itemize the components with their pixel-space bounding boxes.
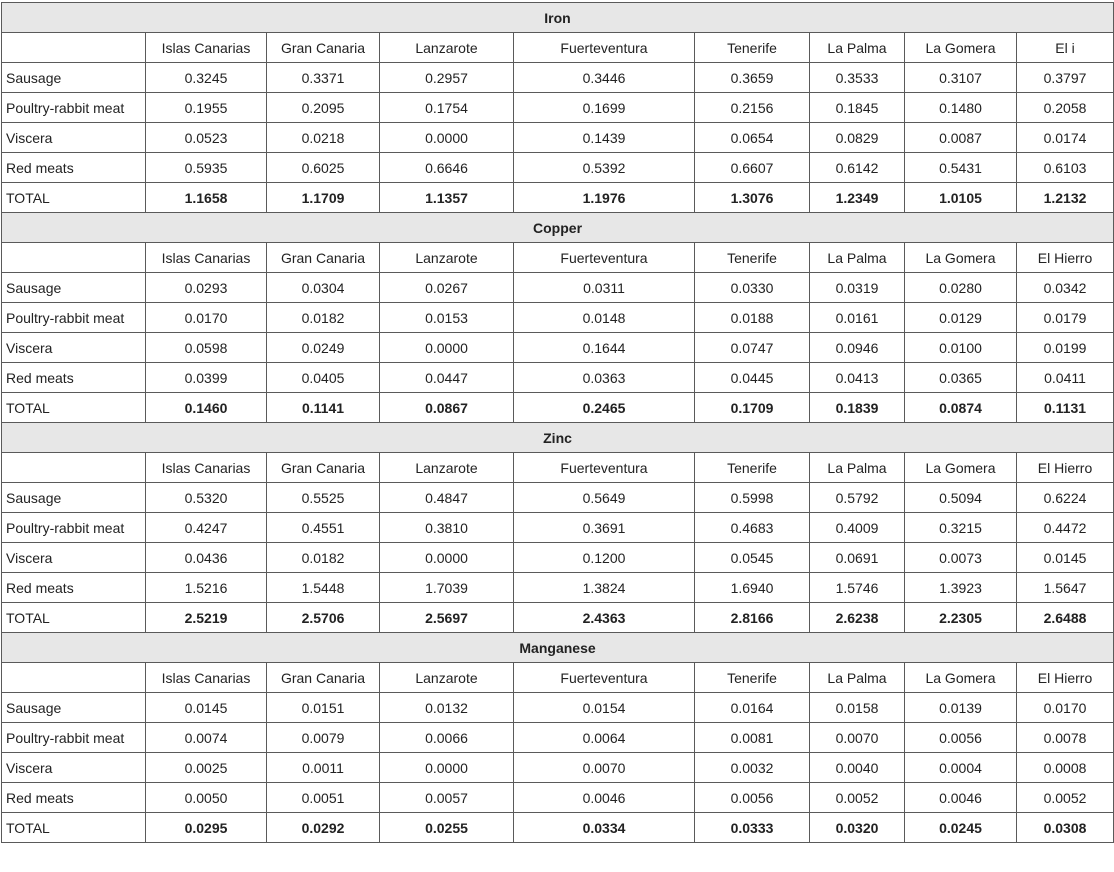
table-row — [2, 723, 1114, 753]
value-cell: 0.0218 — [267, 123, 380, 153]
value-cell: 0.0405 — [267, 363, 380, 393]
value-cell: 0.4551 — [267, 513, 380, 543]
value-cell: 0.6607 — [695, 153, 810, 183]
value-cell: 1.5746 — [810, 573, 905, 603]
value-cell: 0.4683 — [695, 513, 810, 543]
value-cell: 0.0164 — [695, 693, 810, 723]
value-cell: 0.4247 — [146, 513, 267, 543]
value-cell: 0.0829 — [810, 123, 905, 153]
column-header: Fuerteventura — [514, 453, 695, 483]
row-label: Sausage — [2, 273, 146, 303]
value-cell: 0.0025 — [146, 753, 267, 783]
value-cell: 0.0170 — [146, 303, 267, 333]
column-header: Fuerteventura — [514, 33, 695, 63]
value-cell: 0.0056 — [695, 783, 810, 813]
value-cell: 0.0051 — [267, 783, 380, 813]
total-value: 2.6238 — [810, 603, 905, 633]
column-header: La Palma — [810, 243, 905, 273]
value-cell: 0.3446 — [514, 63, 695, 93]
column-header: El i — [1017, 33, 1114, 63]
column-header: Tenerife — [695, 33, 810, 63]
row-label: Red meats — [2, 153, 146, 183]
value-cell: 0.0161 — [810, 303, 905, 333]
value-cell: 0.2156 — [695, 93, 810, 123]
value-cell: 0.0052 — [1017, 783, 1114, 813]
section-title: Zinc — [2, 423, 1114, 453]
total-value: 2.2305 — [905, 603, 1017, 633]
value-cell: 0.0293 — [146, 273, 267, 303]
value-cell: 0.0249 — [267, 333, 380, 363]
total-value: 1.2349 — [810, 183, 905, 213]
value-cell: 0.0179 — [1017, 303, 1114, 333]
value-cell: 0.0545 — [695, 543, 810, 573]
value-cell: 0.3215 — [905, 513, 1017, 543]
value-cell: 0.1754 — [380, 93, 514, 123]
value-cell: 0.0747 — [695, 333, 810, 363]
row-label: Viscera — [2, 753, 146, 783]
column-header: La Gomera — [905, 243, 1017, 273]
value-cell: 0.0008 — [1017, 753, 1114, 783]
total-value: 1.3076 — [695, 183, 810, 213]
value-cell: 0.5998 — [695, 483, 810, 513]
value-cell: 0.0280 — [905, 273, 1017, 303]
value-cell: 0.0000 — [380, 123, 514, 153]
value-cell: 0.0064 — [514, 723, 695, 753]
value-cell: 0.0087 — [905, 123, 1017, 153]
value-cell: 0.6224 — [1017, 483, 1114, 513]
value-cell: 0.1644 — [514, 333, 695, 363]
value-cell: 1.5216 — [146, 573, 267, 603]
value-cell: 0.0523 — [146, 123, 267, 153]
total-value: 1.0105 — [905, 183, 1017, 213]
value-cell: 0.3107 — [905, 63, 1017, 93]
column-header: Fuerteventura — [514, 243, 695, 273]
row-label: Sausage — [2, 63, 146, 93]
total-value: 0.0295 — [146, 813, 267, 843]
value-cell: 0.0129 — [905, 303, 1017, 333]
section-title: Iron — [2, 3, 1114, 33]
row-label: Sausage — [2, 693, 146, 723]
total-value: 2.5706 — [267, 603, 380, 633]
table-row — [2, 753, 1114, 783]
value-cell: 0.0139 — [905, 693, 1017, 723]
value-cell: 0.1845 — [810, 93, 905, 123]
total-value: 0.0333 — [695, 813, 810, 843]
row-label: Poultry-rabbit meat — [2, 93, 146, 123]
value-cell: 0.3797 — [1017, 63, 1114, 93]
total-value: 0.0308 — [1017, 813, 1114, 843]
total-value: 0.0874 — [905, 393, 1017, 423]
header-corner-cell — [2, 243, 146, 273]
value-cell: 0.0153 — [380, 303, 514, 333]
value-cell: 0.0151 — [267, 693, 380, 723]
value-cell: 0.0145 — [146, 693, 267, 723]
header-corner-cell — [2, 453, 146, 483]
value-cell: 0.3245 — [146, 63, 267, 93]
total-value: 0.0255 — [380, 813, 514, 843]
table-row — [2, 543, 1114, 573]
table-row — [2, 363, 1114, 393]
value-cell: 0.0050 — [146, 783, 267, 813]
row-label: Viscera — [2, 543, 146, 573]
row-label: Poultry-rabbit meat — [2, 723, 146, 753]
total-row — [2, 603, 1114, 633]
column-header: El Hierro — [1017, 663, 1114, 693]
table-row — [2, 273, 1114, 303]
total-row — [2, 813, 1114, 843]
section-title-row — [2, 213, 1114, 243]
value-cell: 0.1480 — [905, 93, 1017, 123]
value-cell: 0.1200 — [514, 543, 695, 573]
column-header: El Hierro — [1017, 243, 1114, 273]
row-label: Viscera — [2, 333, 146, 363]
header-corner-cell — [2, 663, 146, 693]
table-row — [2, 123, 1114, 153]
total-value: 0.1460 — [146, 393, 267, 423]
value-cell: 0.0267 — [380, 273, 514, 303]
column-header: La Palma — [810, 453, 905, 483]
column-header: Lanzarote — [380, 453, 514, 483]
section-title-row — [2, 423, 1114, 453]
value-cell: 0.0004 — [905, 753, 1017, 783]
value-cell: 0.0000 — [380, 753, 514, 783]
total-value: 0.0320 — [810, 813, 905, 843]
column-header: Tenerife — [695, 453, 810, 483]
total-value: 2.5697 — [380, 603, 514, 633]
column-header: Islas Canarias — [146, 33, 267, 63]
value-cell: 0.0011 — [267, 753, 380, 783]
total-row — [2, 393, 1114, 423]
value-cell: 0.0073 — [905, 543, 1017, 573]
value-cell: 1.3923 — [905, 573, 1017, 603]
row-label: TOTAL — [2, 393, 146, 423]
value-cell: 0.0342 — [1017, 273, 1114, 303]
value-cell: 0.3691 — [514, 513, 695, 543]
value-cell: 0.0946 — [810, 333, 905, 363]
value-cell: 0.0154 — [514, 693, 695, 723]
value-cell: 0.5792 — [810, 483, 905, 513]
value-cell: 0.0654 — [695, 123, 810, 153]
section-title: Manganese — [2, 633, 1114, 663]
value-cell: 0.4847 — [380, 483, 514, 513]
column-header: Fuerteventura — [514, 663, 695, 693]
column-header: La Gomera — [905, 663, 1017, 693]
row-label: Poultry-rabbit meat — [2, 303, 146, 333]
minerals-table — [1, 2, 1114, 843]
total-value: 2.4363 — [514, 603, 695, 633]
row-label: Poultry-rabbit meat — [2, 513, 146, 543]
value-cell: 0.6025 — [267, 153, 380, 183]
value-cell: 0.0158 — [810, 693, 905, 723]
value-cell: 0.0311 — [514, 273, 695, 303]
value-cell: 0.4472 — [1017, 513, 1114, 543]
value-cell: 0.0365 — [905, 363, 1017, 393]
value-cell: 0.0066 — [380, 723, 514, 753]
value-cell: 0.3371 — [267, 63, 380, 93]
row-label: TOTAL — [2, 183, 146, 213]
value-cell: 0.6142 — [810, 153, 905, 183]
value-cell: 0.2095 — [267, 93, 380, 123]
value-cell: 0.0145 — [1017, 543, 1114, 573]
value-cell: 0.2058 — [1017, 93, 1114, 123]
header-row — [2, 243, 1114, 273]
value-cell: 0.0046 — [514, 783, 695, 813]
value-cell: 0.0057 — [380, 783, 514, 813]
column-header: Lanzarote — [380, 243, 514, 273]
total-value: 0.2465 — [514, 393, 695, 423]
value-cell: 0.0304 — [267, 273, 380, 303]
table-row — [2, 483, 1114, 513]
table-row — [2, 513, 1114, 543]
value-cell: 0.0363 — [514, 363, 695, 393]
table-row — [2, 153, 1114, 183]
row-label: Red meats — [2, 573, 146, 603]
value-cell: 0.0000 — [380, 333, 514, 363]
column-header: La Gomera — [905, 453, 1017, 483]
value-cell: 0.0445 — [695, 363, 810, 393]
row-label: Red meats — [2, 363, 146, 393]
value-cell: 0.0100 — [905, 333, 1017, 363]
value-cell: 0.0199 — [1017, 333, 1114, 363]
total-value: 2.6488 — [1017, 603, 1114, 633]
row-label: TOTAL — [2, 813, 146, 843]
column-header: Tenerife — [695, 663, 810, 693]
total-value: 0.0867 — [380, 393, 514, 423]
row-label: Sausage — [2, 483, 146, 513]
value-cell: 0.0170 — [1017, 693, 1114, 723]
value-cell: 0.0046 — [905, 783, 1017, 813]
value-cell: 1.6940 — [695, 573, 810, 603]
value-cell: 0.2957 — [380, 63, 514, 93]
column-header: La Gomera — [905, 33, 1017, 63]
column-header: Islas Canarias — [146, 663, 267, 693]
column-header: Tenerife — [695, 243, 810, 273]
value-cell: 0.3810 — [380, 513, 514, 543]
table-row — [2, 783, 1114, 813]
value-cell: 0.0032 — [695, 753, 810, 783]
header-row — [2, 453, 1114, 483]
value-cell: 0.0330 — [695, 273, 810, 303]
value-cell: 0.0691 — [810, 543, 905, 573]
table-row — [2, 93, 1114, 123]
value-cell: 0.0132 — [380, 693, 514, 723]
value-cell: 0.3659 — [695, 63, 810, 93]
value-cell: 0.0070 — [514, 753, 695, 783]
value-cell: 0.5320 — [146, 483, 267, 513]
column-header: Gran Canaria — [267, 243, 380, 273]
value-cell: 0.5525 — [267, 483, 380, 513]
column-header: Islas Canarias — [146, 453, 267, 483]
total-value: 2.5219 — [146, 603, 267, 633]
column-header: La Palma — [810, 663, 905, 693]
section-title: Copper — [2, 213, 1114, 243]
column-header: Gran Canaria — [267, 453, 380, 483]
value-cell: 0.0052 — [810, 783, 905, 813]
value-cell: 0.3533 — [810, 63, 905, 93]
table-row — [2, 333, 1114, 363]
value-cell: 0.6103 — [1017, 153, 1114, 183]
total-value: 0.0292 — [267, 813, 380, 843]
value-cell: 0.0056 — [905, 723, 1017, 753]
value-cell: 0.0319 — [810, 273, 905, 303]
total-value: 1.1709 — [267, 183, 380, 213]
value-cell: 0.0074 — [146, 723, 267, 753]
value-cell: 0.0081 — [695, 723, 810, 753]
value-cell: 0.1439 — [514, 123, 695, 153]
value-cell: 0.0182 — [267, 543, 380, 573]
column-header: Gran Canaria — [267, 33, 380, 63]
table-row — [2, 573, 1114, 603]
column-header: Gran Canaria — [267, 663, 380, 693]
value-cell: 0.0040 — [810, 753, 905, 783]
value-cell: 0.0078 — [1017, 723, 1114, 753]
value-cell: 0.5935 — [146, 153, 267, 183]
total-value: 0.1131 — [1017, 393, 1114, 423]
value-cell: 0.0436 — [146, 543, 267, 573]
value-cell: 0.0148 — [514, 303, 695, 333]
value-cell: 1.7039 — [380, 573, 514, 603]
value-cell: 0.0399 — [146, 363, 267, 393]
column-header: Lanzarote — [380, 33, 514, 63]
value-cell: 1.5448 — [267, 573, 380, 603]
value-cell: 1.3824 — [514, 573, 695, 603]
table-body — [2, 3, 1114, 843]
column-header: La Palma — [810, 33, 905, 63]
header-row — [2, 663, 1114, 693]
value-cell: 0.1699 — [514, 93, 695, 123]
total-value: 1.1976 — [514, 183, 695, 213]
value-cell: 0.5392 — [514, 153, 695, 183]
value-cell: 0.6646 — [380, 153, 514, 183]
total-value: 0.1141 — [267, 393, 380, 423]
table-row — [2, 693, 1114, 723]
row-label: Viscera — [2, 123, 146, 153]
total-value: 1.1357 — [380, 183, 514, 213]
value-cell: 0.0070 — [810, 723, 905, 753]
section-title-row — [2, 3, 1114, 33]
total-value: 0.1839 — [810, 393, 905, 423]
column-header: Lanzarote — [380, 663, 514, 693]
table-row — [2, 303, 1114, 333]
value-cell: 0.5094 — [905, 483, 1017, 513]
value-cell: 0.5431 — [905, 153, 1017, 183]
header-corner-cell — [2, 33, 146, 63]
column-header: El Hierro — [1017, 453, 1114, 483]
value-cell: 0.1955 — [146, 93, 267, 123]
total-row — [2, 183, 1114, 213]
value-cell: 0.0182 — [267, 303, 380, 333]
value-cell: 0.0447 — [380, 363, 514, 393]
value-cell: 0.0000 — [380, 543, 514, 573]
total-value: 0.0245 — [905, 813, 1017, 843]
value-cell: 0.0413 — [810, 363, 905, 393]
row-label: Red meats — [2, 783, 146, 813]
column-header: Islas Canarias — [146, 243, 267, 273]
total-value: 2.8166 — [695, 603, 810, 633]
total-value: 1.2132 — [1017, 183, 1114, 213]
value-cell: 0.0598 — [146, 333, 267, 363]
header-row — [2, 33, 1114, 63]
total-value: 0.0334 — [514, 813, 695, 843]
value-cell: 0.0188 — [695, 303, 810, 333]
value-cell: 0.4009 — [810, 513, 905, 543]
value-cell: 0.0174 — [1017, 123, 1114, 153]
section-title-row — [2, 633, 1114, 663]
value-cell: 0.5649 — [514, 483, 695, 513]
value-cell: 0.0411 — [1017, 363, 1114, 393]
value-cell: 0.0079 — [267, 723, 380, 753]
total-value: 1.1658 — [146, 183, 267, 213]
total-value: 0.1709 — [695, 393, 810, 423]
value-cell: 1.5647 — [1017, 573, 1114, 603]
table-row — [2, 63, 1114, 93]
row-label: TOTAL — [2, 603, 146, 633]
